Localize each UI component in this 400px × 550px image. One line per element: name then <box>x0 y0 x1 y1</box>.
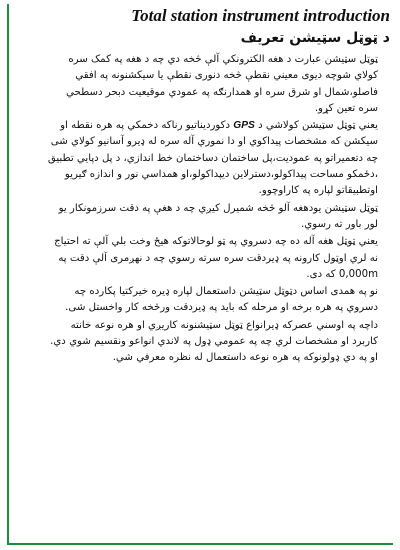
paragraph-definition: ټوټل سټيشن عبارت د هغه الکترونکي آلې څخه دي چه د هغه په کمک سره کولاي شوچه ديوی معيني نقطې څخه دنوری نقطې يا سيکشنونه په افقي فاصلو،شمال او شرق سره او همدارنګه په عمودي موقيعيت دبحر دسطحي سره تعين کړو. <box>66 54 378 114</box>
paragraph-gps-after: دکوردیناتیو رناکه دخمکي په هره نقطه او سيکشن که مشخصات پيداکوي او دا نموري آله سره له ډيرو آسانيو کولاي شی چه دتعميراتو په عموديت،پل ساختمان دساختمان خط اندازي، د پل دپايي تطبيق ،دځمکو مساحت پيداکولو،دسترلاين ديپداکولو،او همداسي نور و اندازه ګيريو اوتطبيقاتو لپاره په کاراوچوو. <box>47 120 378 197</box>
title-pashto: د ټوټل سټيشن تعريف <box>240 30 390 46</box>
paragraph-accuracy: يعني ټوټل هغه آله ده چه دسروي په ټو لوحالاتوکه هيځ وخت بلي آلې ته احتياج نه لري اوټول کارونه په ډيردقت سره سرته رسوي چه د نهږمری آلې دقت په 0,000m که دی. <box>54 236 378 280</box>
paragraph-gps-usage <box>46 118 378 199</box>
document-body <box>46 52 378 368</box>
paragraph-care: نو په همدی اساس دټوټل سټيشن داستعمال لپاره ډيره خيرکتيا پکارده چه دسروي په هره برخه او مرحله که بايد په ډيردقت ورڅخه کار واخستل شی. <box>65 286 378 314</box>
paragraph-precision: ټوټل سټيشن يودهغه آلو څخه شميرل کيږي چه د هغې په دقت سرزمونکار يو لور باور ته رسوي. <box>58 202 378 230</box>
paragraph-types: داچه په اوسني عصرکه ډيرانواع ټوټل سټيشنونه کاريږي او هره نوعه خانته کاربرد او مشخصات لري چه په عمومي ډول په لاندي انواعو ونقسيم شوي دي. او په دي ډولونوکه په هره نوعه داستعمال له نظره معرفي شي. <box>50 319 378 364</box>
gps-term: GPS <box>233 120 255 132</box>
title-english: Total station instrument introduction <box>131 6 390 25</box>
paragraph-gps-before: يعني ټوټل سټيشن کولاشي د <box>258 120 378 132</box>
document-header <box>44 6 390 48</box>
